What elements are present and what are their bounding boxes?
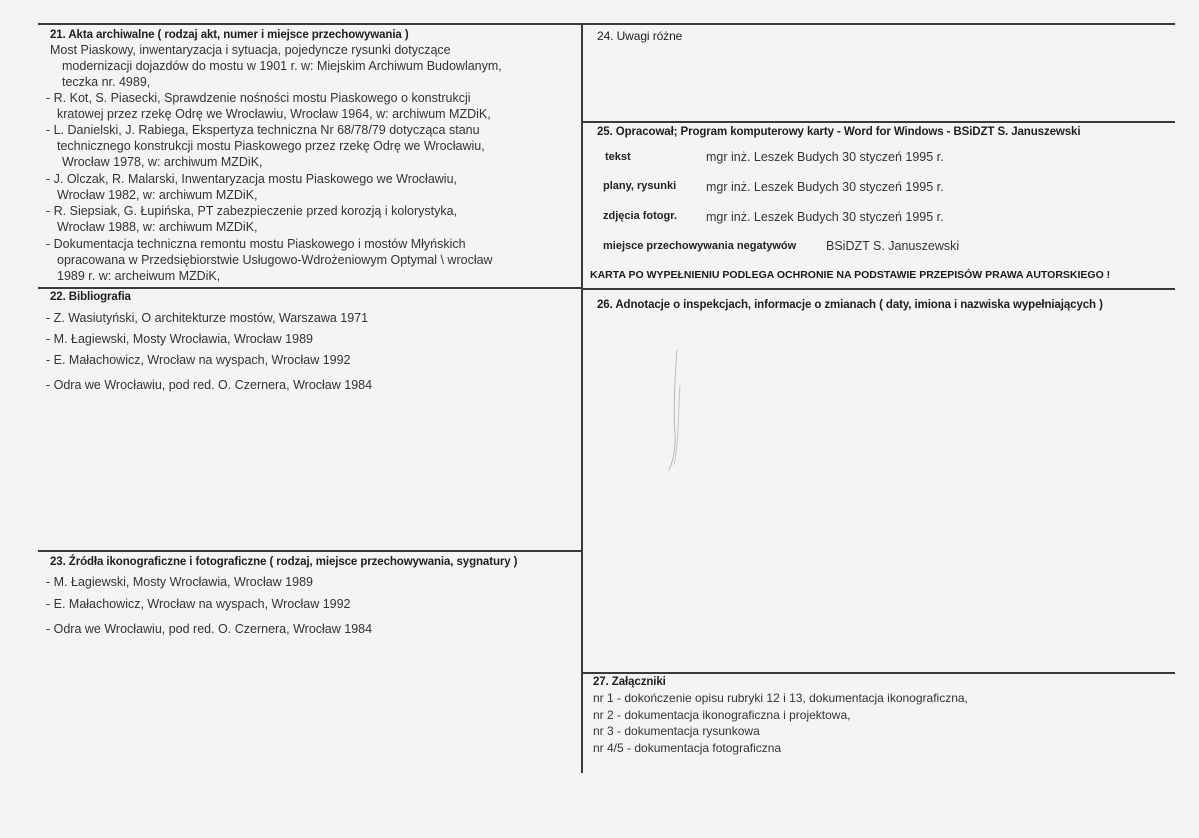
- sec23-line-2: - E. Małachowicz, Wrocław na wyspach, Wrocław 1992: [46, 597, 351, 611]
- sec23-line-1: - M. Łagiewski, Mosty Wrocławia, Wrocław 1989: [46, 575, 313, 589]
- column-divider: [581, 23, 583, 773]
- rule-22-23: [38, 550, 582, 552]
- sec21-line-7: technicznego konstrukcji mostu Piaskowego przez rzekę Odrę we Wrocławiu,: [57, 139, 485, 153]
- section-23-heading: 23. Źródła ikonograficzne i fotograficzne ( rodzaj, miejsce przechowywania, sygnatury ): [50, 556, 518, 568]
- sec21-line-2: modernizacji dojazdów do mostu w 1901 r. w: Miejskim Archiwum Budowlanym,: [62, 59, 502, 73]
- sec21-line-3: teczka nr. 4989,: [62, 75, 151, 89]
- sec21-line-10: Wrocław 1982, w: archiwum MZDiK,: [57, 188, 258, 202]
- sec21-line-6: - L. Danielski, J. Rabiega, Ekspertyza techniczna Nr 68/78/79 dotycząca stanu: [46, 123, 480, 137]
- sec21-line-1: Most Piaskowy, inwentaryzacja i sytuacja, pojedyncze rysunki dotyczące: [50, 43, 451, 57]
- sec22-line-3: - E. Małachowicz, Wrocław na wyspach, Wrocław 1992: [46, 353, 351, 367]
- sec21-line-8: Wrocław 1978, w: archiwum MZDiK,: [62, 155, 263, 169]
- section-22-heading: 22. Bibliografia: [50, 291, 131, 303]
- sec25-value-photos: mgr inż. Leszek Budych 30 styczeń 1995 r.: [706, 210, 944, 224]
- sec25-label-photos: zdjęcia fotogr.: [603, 210, 677, 222]
- section-27-heading: 27. Załączniki: [593, 676, 666, 688]
- sec25-value-negatives: BSiDZT S. Januszewski: [826, 239, 960, 253]
- sec25-value-text: mgr inż. Leszek Budych 30 styczeń 1995 r.: [706, 150, 944, 164]
- sec21-line-11: - R. Siepsiak, G. Łupińska, PT zabezpieczenie przed korozją i kolorystyka,: [46, 204, 458, 218]
- section-26-heading: 26. Adnotacje o inspekcjach, informacje o zmianach ( daty, imiona i nazwiska wypełniających ): [597, 299, 1103, 311]
- sec25-label-negatives: miejsce przechowywania negatywów: [603, 240, 797, 252]
- copyright-warning: KARTA PO WYPEŁNIENIU PODLEGA OCHRONIE NA PODSTAWIE PRZEPISÓW PRAWA AUTORSKIEGO !: [590, 269, 1111, 281]
- sec27-line-2: nr 2 - dokumentacja ikonograficzna i projektowa,: [593, 708, 851, 722]
- rule-25-26: [582, 288, 1175, 290]
- sec27-line-3: nr 3 - dokumentacja rysunkowa: [593, 724, 760, 738]
- sec21-line-9: - J. Olczak, R. Malarski, Inwentaryzacja mostu Piaskowego we Wrocławiu,: [46, 172, 458, 186]
- top-rule: [38, 23, 1175, 25]
- sec22-line-1: - Z. Wasiutyński, O architekturze mostów, Warszawa 1971: [46, 311, 369, 325]
- sec25-label-text: tekst: [605, 151, 631, 163]
- sec21-line-4: - R. Kot, S. Piasecki, Sprawdzenie nośności mostu Piaskowego o konstrukcji: [46, 91, 471, 105]
- sec23-line-3: - Odra we Wrocławiu, pod red. O. Czernera, Wrocław 1984: [46, 622, 373, 636]
- sec21-line-14: opracowana w Przedsiębiorstwie Usługowo-Wdrożeniowym Optymal \ wrocław: [57, 253, 493, 267]
- sec21-line-15: 1989 r. w: archeiwum MZDiK,: [57, 269, 221, 283]
- section-24-heading: 24. Uwagi różne: [597, 29, 683, 43]
- rule-24-25: [582, 121, 1175, 123]
- section-25-heading: 25. Opracował; Program komputerowy karty - Word for Windows - BSiDZT S. Januszewski: [597, 126, 1081, 138]
- sec21-line-13: - Dokumentacja techniczna remontu mostu Piaskowego i mostów Młyńskich: [46, 237, 466, 251]
- pencil-mark: [655, 345, 695, 485]
- sec22-line-2: - M. Łagiewski, Mosty Wrocławia, Wrocław 1989: [46, 332, 313, 346]
- sec21-line-12: Wrocław 1988, w: archiwum MZDiK,: [57, 220, 258, 234]
- sec27-line-1: nr 1 - dokończenie opisu rubryki 12 i 13, dokumentacja ikonograficzna,: [593, 691, 968, 705]
- sec21-line-5: kratowej przez rzekę Odrę we Wrocławiu, Wrocław 1964, w: archiwum MZDiK,: [57, 107, 491, 121]
- rule-26-27: [582, 672, 1175, 674]
- sec27-line-4: nr 4/5 - dokumentacja fotograficzna: [593, 741, 782, 755]
- rule-21-22: [38, 287, 582, 289]
- sec25-value-plans: mgr inż. Leszek Budych 30 styczeń 1995 r.: [706, 180, 944, 194]
- sec25-label-plans: plany, rysunki: [603, 180, 677, 192]
- sec22-line-4: - Odra we Wrocławiu, pod red. O. Czernera, Wrocław 1984: [46, 378, 373, 392]
- section-21-heading: 21. Akta archiwalne ( rodzaj akt, numer i miejsce przechowywania ): [50, 29, 409, 41]
